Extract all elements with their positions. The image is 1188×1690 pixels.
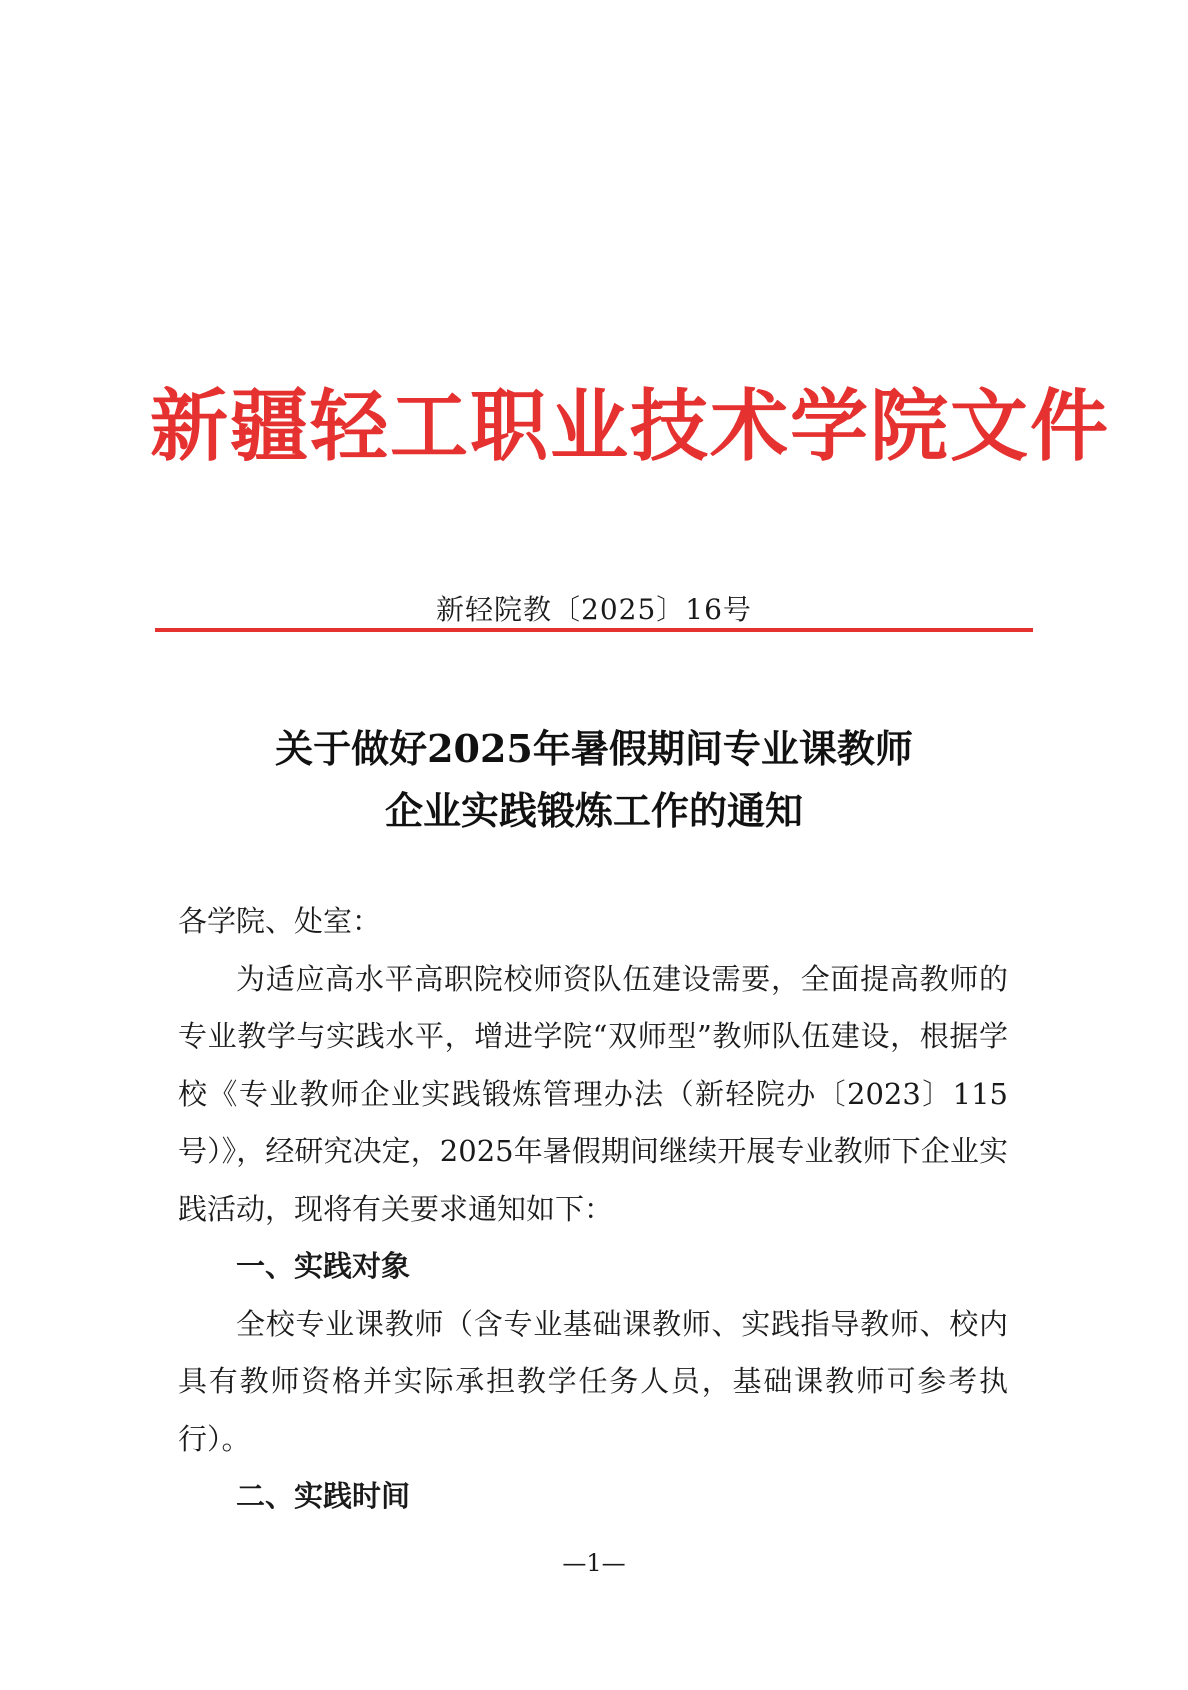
notice-title bbox=[150, 718, 1038, 842]
body-paragraph-1: 为适应高水平高职院校师资队伍建设需要，全面提高教师的专业教学与实践水平，增进学院“双师型”教师队伍建设，根据学校《专业教师企业实践锻炼管理办法（新轻院办〔2023〕115号）》，经研究决定，2025年暑假期间继续开展专业教师下企业实践活动，现将有关要求通知如下： bbox=[178, 961, 1008, 1226]
page-number: —1— bbox=[562, 1549, 626, 1577]
body-paragraph-2: 全校专业课教师（含专业基础课教师、实践指导教师、校内具有教师资格并实际承担教学任务人员，基础课教师可参考执行）。 bbox=[178, 1306, 1008, 1456]
section-heading-1: 一、实践对象 bbox=[236, 1249, 411, 1283]
document-number: 新轻院教〔2025〕16号 bbox=[436, 593, 752, 626]
document-body bbox=[178, 893, 1008, 1526]
document-header-title: 新疆轻工职业技术学院文件 bbox=[150, 381, 1111, 472]
section-heading-2: 二、实践时间 bbox=[236, 1479, 411, 1513]
red-divider-line bbox=[155, 628, 1033, 632]
notice-title-line-2: 企业实践锻炼工作的通知 bbox=[384, 788, 803, 833]
salutation: 各学院、处室： bbox=[178, 904, 382, 938]
notice-title-line-1: 关于做好2025年暑假期间专业课教师 bbox=[275, 726, 913, 771]
